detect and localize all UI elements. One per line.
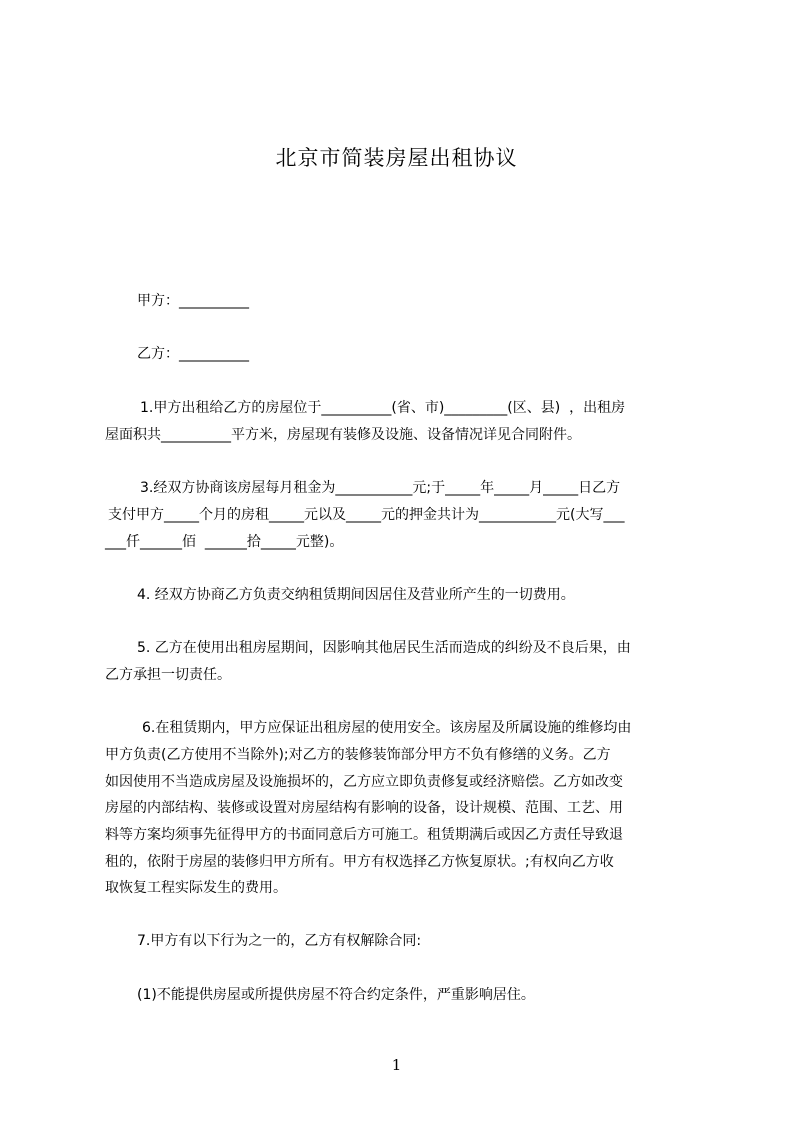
clause-6-line-6: 租的，依附于房屋的装修归甲方所有。甲方有权选择乙方恢复原状。;有权向乙方收 [105,854,614,870]
clause-3-line-2: 支付甲方_____个月的房租_____元以及_____元的押金共计为___________元(大写___ [108,507,625,523]
clause-7: 7.甲方有以下行为之一的，乙方有权解除合同: [137,933,422,949]
clause-1-line-2: 屋面积共__________平方米，房屋现有装修及设施、设备情况详见合同附件。 [105,427,581,443]
party-b-line: 乙方：__________ [137,346,249,362]
party-a-line: 甲方：__________ [137,293,249,309]
page-number: 1 [391,1056,402,1074]
clause-6-line-1: 6.在租赁期内，甲方应保证出租房屋的使用安全。该房屋及所属设施的维修均由 [142,720,632,736]
clause-5-line-2: 乙方承担一切责任。 [105,667,231,683]
clause-3-line-3: ___仟______佰 ______拾_____元整)。 [105,534,344,550]
clause-1-line-1: 1.甲方出租给乙方的房屋位于__________(省、市)_________(区、县) ，出租房 [140,400,626,416]
clause-6-line-3: 如因使用不当造成房屋及设施损坏的，乙方应立即负责修复或经济赔偿。乙方如改变 [105,774,623,790]
clause-4: 4. 经双方协商乙方负责交纳租赁期间因居住及营业所产生的一切费用。 [137,587,575,603]
clause-6-line-7: 取恢复工程实际发生的费用。 [105,880,287,896]
clause-7-item-1: (1)不能提供房屋或所提供房屋不符合约定条件，严重影响居住。 [137,987,535,1003]
clause-6-line-5: 料等方案均须事先征得甲方的书面同意后方可施工。租赁期满后或因乙方责任导致退 [105,827,623,843]
clause-6-line-2: 甲方负责(乙方使用不当除外);对乙方的装修装饰部分甲方不负有修缮的义务。乙方 [105,747,611,763]
clause-3-line-1: 3.经双方协商该房屋每月租金为___________元;于_____年_____月_____日乙方 [140,480,621,496]
clause-6-line-4: 房屋的内部结构、装修或设置对房屋结构有影响的设备，设计规模、范围、工艺、用 [105,800,623,816]
clause-5-line-1: 5. 乙方在使用出租房屋期间，因影响其他居民生活而造成的纠纷及不良后果，由 [137,640,631,656]
document-title: 北京市简装房屋出租协议 [275,146,518,170]
